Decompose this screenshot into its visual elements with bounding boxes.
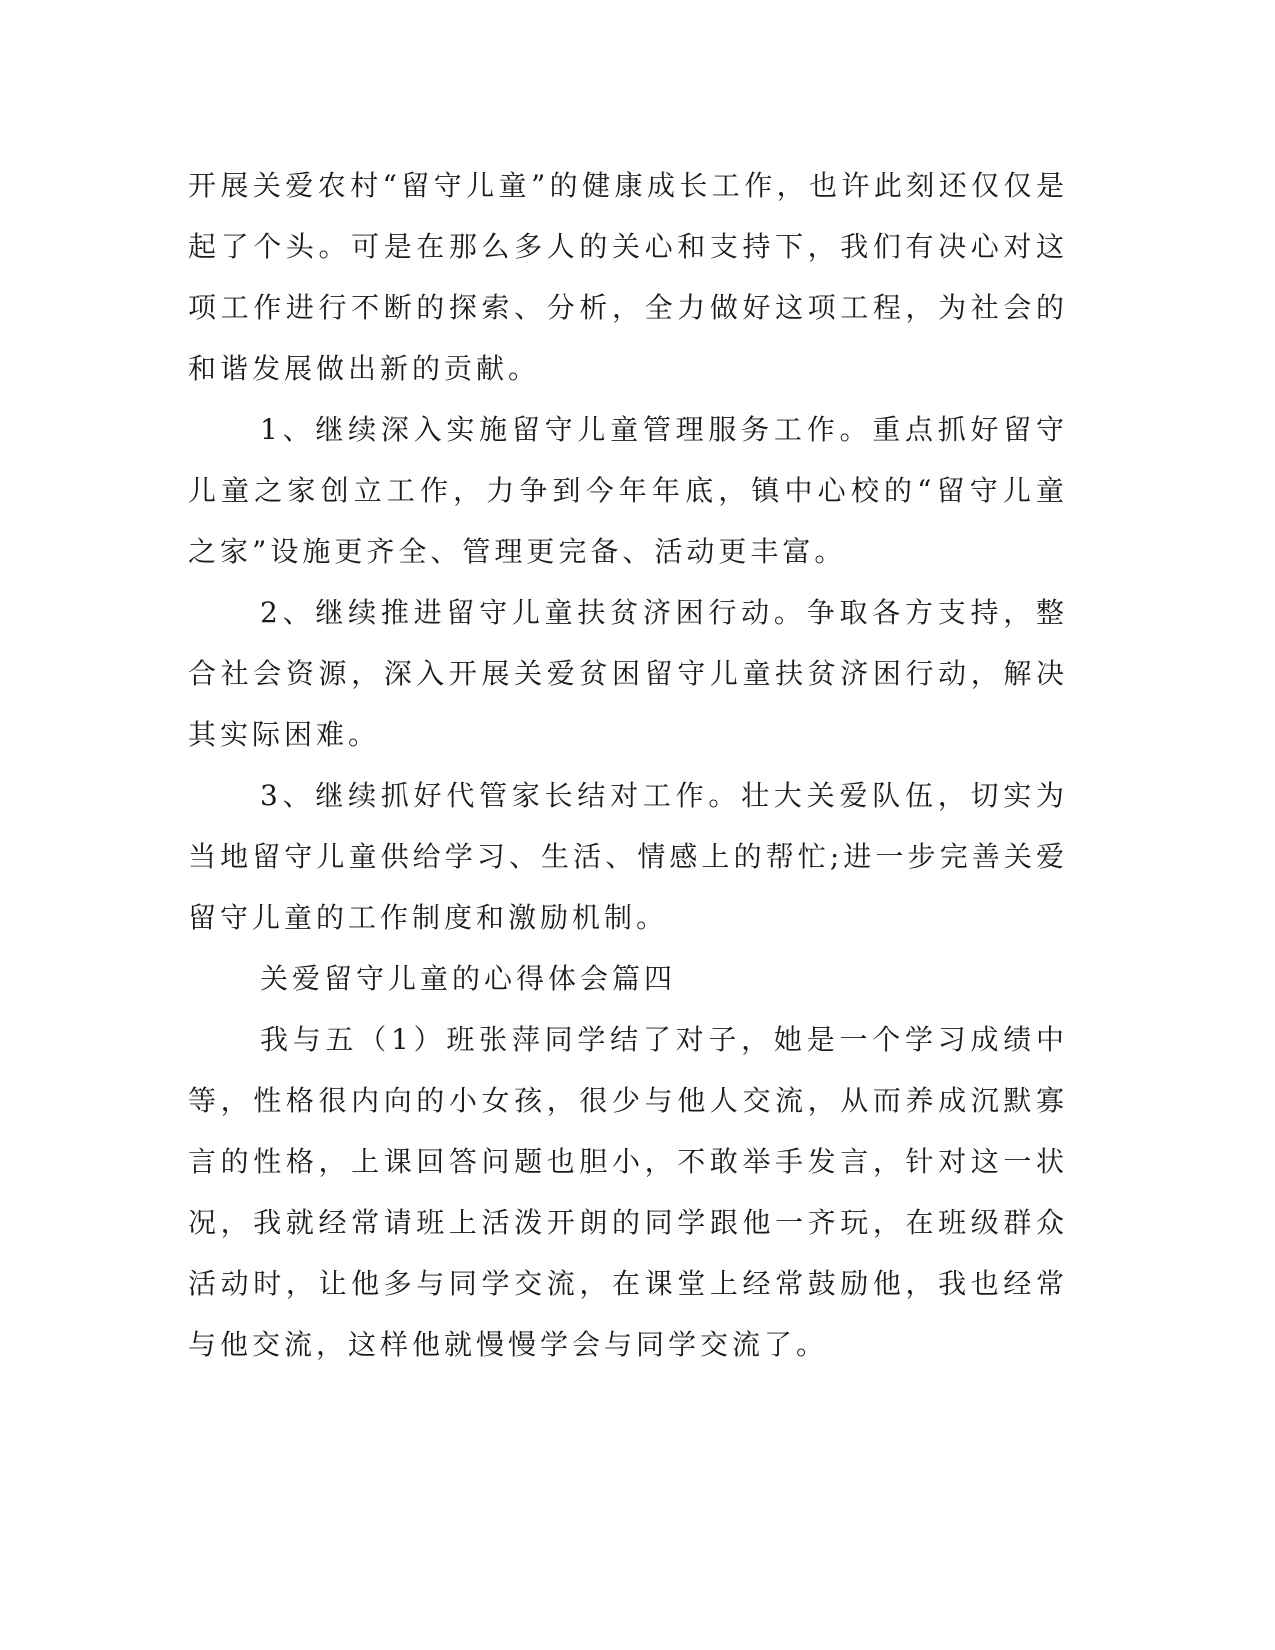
paragraph-item-1: 1、继续深入实施留守儿童管理服务工作。重点抓好留守儿童之家创立工作，力争到今年年底，镇中心校的“留守儿童之家”设施更齐全、管理更完备、活动更丰富。: [188, 413, 1068, 568]
paragraph-item-2: 2、继续推进留守儿童扶贫济困行动。争取各方支持，整合社会资源，深入开展关爱贫困留守儿童扶贫济困行动，解决其实际困难。: [188, 596, 1068, 751]
paragraph-story: 我与五（1）班张萍同学结了对子，她是一个学习成绩中等，性格很内向的小女孩，很少与他人交流，从而养成沉默寡言的性格，上课回答问题也胆小，不敢举手发言，针对这一状况，我就经常请班上活泼开朗的同学跟他一齐玩，在班级群众活动时，让他多与同学交流，在课堂上经常鼓励他，我也经常与他交流，这样他就慢慢学会与同学交流了。: [188, 1023, 1068, 1361]
paragraph-item-3: 3、继续抓好代管家长结对工作。壮大关爱队伍，切实为当地留守儿童供给学习、生活、情感上的帮忙;进一步完善关爱留守儿童的工作制度和激励机制。: [188, 779, 1068, 934]
section-heading: 关爱留守儿童的心得体会篇四: [260, 962, 677, 995]
document-body: [188, 155, 1068, 1375]
paragraph-intro: 开展关爱农村“留守儿童”的健康成长工作，也许此刻还仅仅是起了个头。可是在那么多人的关心和支持下，我们有决心对这项工作进行不断的探索、分析，全力做好这项工程，为社会的和谐发展做出新的贡献。: [188, 169, 1068, 385]
